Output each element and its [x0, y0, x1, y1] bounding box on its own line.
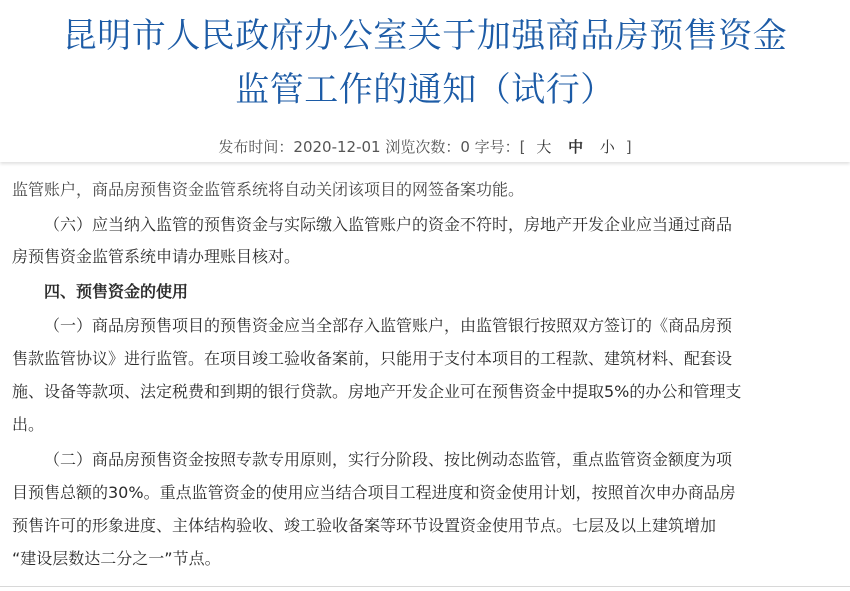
article-line-11: 预售许可的形象进度、主体结构验收、竣工验收备案等环节设置资金使用节点。七层及以上建筑增加	[12, 516, 717, 535]
meta-suffix: ]	[625, 138, 632, 156]
article-line-8: 出。	[12, 415, 45, 434]
article-header	[0, 0, 850, 162]
article-line-6: 售款监管协议》进行监管。在项目竣工验收备案前，只能用于支付本项目的工程款、建筑材料、配套设	[12, 349, 733, 368]
bottom-divider	[0, 586, 850, 587]
font-size-medium-link[interactable]: 中	[568, 138, 584, 156]
article-line-9: （二）商品房预售资金按照专款专用原则，实行分阶段、按比例动态监管，重点监管资金额度为项	[44, 450, 733, 469]
font-size-large-link[interactable]: 大	[536, 138, 552, 156]
meta-prefix: 发布时间：2020-12-01 浏览次数：0 字号：[	[218, 138, 526, 156]
font-size-small-link[interactable]: 小	[599, 138, 615, 156]
article-line-5: （一）商品房预售项目的预售资金应当全部存入监管账户，由监管银行按照双方签订的《商品房预	[44, 316, 733, 335]
article-line-7: 施、设备等款项、法定税费和到期的银行贷款。房地产开发企业可在预售资金中提取5%的办公和管理支	[12, 382, 742, 401]
page-title-line-2: 监管工作的通知（试行）	[235, 70, 615, 110]
article-line-10: 目预售总额的30%。重点监管资金的使用应当结合项目工程进度和资金使用计划，按照首次申办商品房	[12, 483, 736, 502]
article-line-1: 监管账户，商品房预售资金监管系统将自动关闭该项目的网签备案功能。	[12, 180, 525, 199]
page-title-line-1: 昆明市人民政府办公室关于加强商品房预售资金	[62, 16, 788, 56]
article-line-2: （六）应当纳入监管的预售资金与实际缴入监管账户的资金不符时，房地产开发企业应当通过商品	[44, 215, 733, 234]
article-line-3: 房预售资金监管系统申请办理账目核对。	[12, 247, 301, 266]
section-heading: 四、预售资金的使用	[44, 282, 189, 301]
article-line-12: “建设层数达二分之一”节点。	[12, 549, 221, 568]
publish-meta	[0, 136, 850, 157]
